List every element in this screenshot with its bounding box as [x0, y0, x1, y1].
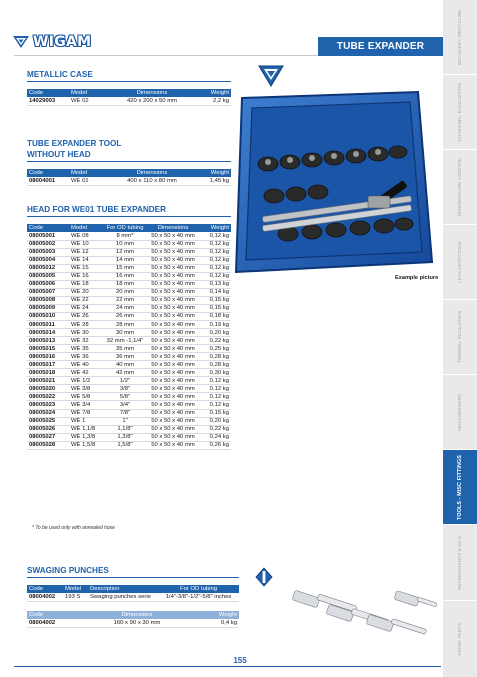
table-cell: 08005028: [27, 441, 69, 449]
table-cell: 1,1/8": [103, 425, 147, 433]
table-cell: 35 mm: [103, 345, 147, 353]
table-cell: WE 16: [69, 272, 103, 280]
table-cell: 0,13 kg: [199, 280, 231, 288]
table-cell: 42 mm: [103, 369, 147, 377]
table-cell: 08005010: [27, 312, 69, 320]
table-cell: 50 x 50 x 40 mm: [147, 377, 199, 385]
tool-title-line2: WITHOUT HEAD: [27, 150, 91, 159]
table-cell: 12 mm: [103, 248, 147, 256]
table-cell: 10 mm: [103, 240, 147, 248]
table-cell: 08005017: [27, 361, 69, 369]
table-cell: 1,3/8": [103, 433, 147, 441]
table-cell: 0,28 kg: [199, 361, 231, 369]
sidebar-item-recovery[interactable]: RECOVERY, RECYCLING: [443, 0, 477, 75]
table-cell: WE 7/8: [69, 409, 103, 417]
table-cell: 16 mm: [103, 272, 147, 280]
table-cell: 0,20 kg: [199, 329, 231, 337]
table-cell: 50 x 50 x 40 mm: [147, 425, 199, 433]
table-cell: 0,26 kg: [199, 441, 231, 449]
table-cell: 50 x 50 x 40 mm: [147, 401, 199, 409]
table-cell: 08005003: [27, 248, 69, 256]
sidebar-item-temperature[interactable]: TEMPERATURE CONTROL: [443, 150, 477, 225]
sidebar-item-measurement[interactable]: MEASUREMENT: [443, 375, 477, 450]
table-row: [27, 272, 231, 280]
table-cell: 0,15 kg: [199, 409, 231, 417]
table-cell: 50 x 50 x 40 mm: [147, 433, 199, 441]
table-cell: WE 10: [69, 240, 103, 248]
table-cell: WE 08: [69, 232, 103, 240]
table-cell: 50 x 50 x 40 mm: [147, 393, 199, 401]
product-badge-icon: [257, 64, 285, 88]
table-cell: WE 14: [69, 256, 103, 264]
example-picture-caption: Example picture: [395, 275, 439, 281]
table-cell: 08005021: [27, 377, 69, 385]
table-cell: 08005015: [27, 345, 69, 353]
table-cell: 28 mm: [103, 321, 147, 329]
table-row: [27, 377, 231, 385]
table-cell: WE 32: [69, 337, 103, 345]
table-cell: WE 36: [69, 353, 103, 361]
table-cell: 0,22 kg: [199, 337, 231, 345]
table-cell: 50 x 50 x 40 mm: [147, 321, 199, 329]
table-cell: 50 x 50 x 40 mm: [147, 232, 199, 240]
table-cell: 08005022: [27, 393, 69, 401]
table-cell: 0,20 kg: [199, 417, 231, 425]
sidebar-item-insulation[interactable]: THERMAL INSULATION: [443, 300, 477, 375]
table-cell: 0,19 kg: [199, 321, 231, 329]
table-cell: 0,12 kg: [199, 256, 231, 264]
table-header-row: Code Model Dimensions Weight: [29, 90, 229, 96]
sidebar-item-refrigerants[interactable]: REFRIGERANTS & OILS: [443, 525, 477, 601]
tool-without-head-table: [27, 169, 231, 186]
table-cell: 08005020: [27, 385, 69, 393]
table-row: [27, 280, 231, 288]
table-cell: 50 x 50 x 40 mm: [147, 296, 199, 304]
table-cell: 50 x 50 x 40 mm: [147, 337, 199, 345]
table-cell: 08005002: [27, 240, 69, 248]
swaging-rule: [27, 577, 239, 578]
table-row: 08004002 193 S Swaging punches serie 1/4"-3/8"-1/2"-5/8" inches: [27, 593, 239, 601]
table-cell: 36 mm: [103, 353, 147, 361]
metallic-case-table: [27, 89, 231, 106]
table-cell: WE 42: [69, 369, 103, 377]
table-row: 08004001 WE 01 400 x 110 x 80 mm 1,45 kg: [29, 177, 229, 184]
table-row: [27, 304, 231, 312]
table-cell: WE 1,1/8: [69, 425, 103, 433]
table-cell: 0,24 kg: [199, 433, 231, 441]
table-cell: 50 x 50 x 40 mm: [147, 288, 199, 296]
table-cell: 0,18 kg: [199, 312, 231, 320]
brand-logo: [12, 34, 91, 50]
table-cell: 0,15 kg: [199, 304, 231, 312]
brand-name: WIGAM: [33, 34, 92, 50]
table-header-row: Code Model Description For OD tubing: [27, 585, 239, 593]
sidebar-item-spare-parts[interactable]: SPARE PARTS: [457, 622, 463, 656]
table-cell: 32 mm -1,1/4": [103, 337, 147, 345]
table-cell: WE 22: [69, 296, 103, 304]
table-cell: 0,15 kg: [199, 296, 231, 304]
table-cell: 0,12 kg: [199, 248, 231, 256]
table-cell: WE 1,5/8: [69, 441, 103, 449]
table-cell: WE 15: [69, 264, 103, 272]
table-row: [27, 337, 231, 345]
swaging-dimensions-table: [27, 611, 239, 628]
swaging-title: SWAGING PUNCHES: [27, 566, 109, 575]
table-row: [27, 369, 231, 377]
table-row: [27, 433, 231, 441]
table-cell: 0,22 kg: [199, 425, 231, 433]
table-cell: 8 mm*: [103, 232, 147, 240]
metallic-case-title: METALLIC CASE: [27, 70, 93, 79]
table-cell: 08005013: [27, 337, 69, 345]
category-sidebar: [443, 0, 477, 677]
table-cell: 08005012: [27, 264, 69, 272]
table-cell: 50 x 50 x 40 mm: [147, 417, 199, 425]
table-cell: 18 mm: [103, 280, 147, 288]
table-row: [27, 321, 231, 329]
table-cell: WE 3/8: [69, 385, 103, 393]
table-cell: 30 mm: [103, 329, 147, 337]
table-row: [27, 353, 231, 361]
table-cell: 50 x 50 x 40 mm: [147, 240, 199, 248]
table-cell: 0,12 kg: [199, 264, 231, 272]
table-cell: 50 x 50 x 40 mm: [147, 256, 199, 264]
heads-table: [27, 224, 231, 450]
table-row: [27, 385, 231, 393]
table-cell: 08005014: [27, 329, 69, 337]
table-row: [27, 361, 231, 369]
table-row: [27, 288, 231, 296]
table-cell: WE 24: [69, 304, 103, 312]
table-row: [27, 409, 231, 417]
table-cell: 0,12 kg: [199, 272, 231, 280]
table-row: [27, 232, 231, 240]
table-row: [27, 417, 231, 425]
table-cell: 50 x 50 x 40 mm: [147, 441, 199, 449]
table-row: [27, 393, 231, 401]
tube-expander-case-photo: [228, 88, 440, 278]
table-cell: 5/8": [103, 393, 147, 401]
swaging-punches-photo: [287, 588, 442, 644]
table-cell: 08005007: [27, 288, 69, 296]
table-cell: WE 20: [69, 288, 103, 296]
table-cell: WE 26: [69, 312, 103, 320]
table-cell: 08005008: [27, 296, 69, 304]
table-cell: 0,12 kg: [199, 385, 231, 393]
table-cell: 50 x 50 x 40 mm: [147, 353, 199, 361]
table-cell: 3/8": [103, 385, 147, 393]
table-cell: 08005025: [27, 417, 69, 425]
table-row: [27, 296, 231, 304]
table-row: [27, 401, 231, 409]
table-cell: 50 x 50 x 40 mm: [147, 304, 199, 312]
sidebar-item-tools-active[interactable]: TOOLS - MISC FITTINGS: [443, 450, 477, 525]
table-cell: 08005001: [27, 232, 69, 240]
table-cell: 50 x 50 x 40 mm: [147, 345, 199, 353]
table-header-row: Code Dimensions Weight: [29, 612, 237, 618]
table-cell: 3/4": [103, 401, 147, 409]
table-cell: WE 30: [69, 329, 103, 337]
table-cell: 7/8": [103, 409, 147, 417]
table-row: 14029003 WE 02 420 x 200 x 50 mm 2,2 kg: [29, 97, 229, 104]
footer-divider: [14, 666, 441, 667]
table-cell: WE 28: [69, 321, 103, 329]
table-cell: 14 mm: [103, 256, 147, 264]
table-row: 08004002 160 x 90 x 30 mm 0,4 kg: [29, 619, 237, 626]
table-cell: 50 x 50 x 40 mm: [147, 385, 199, 393]
table-cell: 50 x 50 x 40 mm: [147, 280, 199, 288]
table-cell: 0,28 kg: [199, 353, 231, 361]
tool-rule: [27, 161, 231, 162]
table-cell: 22 mm: [103, 296, 147, 304]
page-title: TUBE EXPANDER: [318, 37, 443, 56]
table-cell: 08005027: [27, 433, 69, 441]
table-cell: WE 1: [69, 417, 103, 425]
table-cell: 24 mm: [103, 304, 147, 312]
page-number: 155: [233, 656, 247, 665]
table-row: [27, 345, 231, 353]
table-cell: 40 mm: [103, 361, 147, 369]
table-cell: 08005011: [27, 321, 69, 329]
table-row: [27, 312, 231, 320]
table-cell: 08005009: [27, 304, 69, 312]
swaging-table: [27, 585, 239, 602]
sidebar-item-leak-detection[interactable]: LEAK DETECTION: [443, 225, 477, 300]
table-cell: 20 mm: [103, 288, 147, 296]
table-cell: 0,12 kg: [199, 401, 231, 409]
table-cell: 0,25 kg: [199, 345, 231, 353]
table-cell: 08005016: [27, 353, 69, 361]
table-cell: 0,12 kg: [199, 232, 231, 240]
table-cell: 08005004: [27, 256, 69, 264]
table-cell: 1/2": [103, 377, 147, 385]
table-row: [27, 240, 231, 248]
table-cell: 50 x 50 x 40 mm: [147, 248, 199, 256]
table-header-row: Code Model Dimensions Weight: [29, 170, 229, 176]
table-cell: 08005026: [27, 425, 69, 433]
table-cell: WE 3/4: [69, 401, 103, 409]
table-cell: WE 5/8: [69, 393, 103, 401]
table-cell: 08005018: [27, 369, 69, 377]
table-cell: 0,30 kg: [199, 369, 231, 377]
table-cell: 50 x 50 x 40 mm: [147, 272, 199, 280]
brand-logo-icon: [12, 35, 30, 49]
table-row: [27, 441, 231, 449]
table-cell: 50 x 50 x 40 mm: [147, 409, 199, 417]
table-header-row: Code Model For OD tubing Dimensions Weight: [29, 225, 229, 231]
table-cell: WE 12: [69, 248, 103, 256]
table-cell: 0,12 kg: [199, 377, 231, 385]
table-cell: 50 x 50 x 40 mm: [147, 369, 199, 377]
tool-title-line1: TUBE EXPANDER TOOL: [27, 139, 122, 148]
table-cell: WE 1,3/8: [69, 433, 103, 441]
table-row: [27, 264, 231, 272]
table-row: [27, 329, 231, 337]
table-cell: 1": [103, 417, 147, 425]
table-cell: 08005006: [27, 280, 69, 288]
sidebar-item-charging[interactable]: CHARGING, EVACUATION: [443, 75, 477, 150]
table-row: [27, 425, 231, 433]
table-cell: 08005024: [27, 409, 69, 417]
table-cell: 50 x 50 x 40 mm: [147, 312, 199, 320]
heads-rule: [27, 216, 231, 217]
annealed-hose-note: * To be used only with annealed hose: [32, 525, 115, 531]
table-cell: 0,14 kg: [199, 288, 231, 296]
table-row: [27, 256, 231, 264]
table-cell: 08005005: [27, 272, 69, 280]
table-row: [27, 248, 231, 256]
table-cell: WE 35: [69, 345, 103, 353]
table-cell: 1,5/8": [103, 441, 147, 449]
table-cell: WE 1/2: [69, 377, 103, 385]
table-cell: WE 40: [69, 361, 103, 369]
heads-title: HEAD FOR WE01 TUBE EXPANDER: [27, 205, 167, 214]
table-cell: 50 x 50 x 40 mm: [147, 361, 199, 369]
metallic-case-rule: [27, 81, 231, 82]
table-cell: 50 x 50 x 40 mm: [147, 264, 199, 272]
table-cell: 50 x 50 x 40 mm: [147, 329, 199, 337]
table-cell: 15 mm: [103, 264, 147, 272]
swaging-badge-icon: [255, 567, 273, 587]
table-cell: 08005023: [27, 401, 69, 409]
table-cell: 0,12 kg: [199, 240, 231, 248]
table-cell: 0,12 kg: [199, 393, 231, 401]
table-cell: WE 18: [69, 280, 103, 288]
table-cell: 26 mm: [103, 312, 147, 320]
